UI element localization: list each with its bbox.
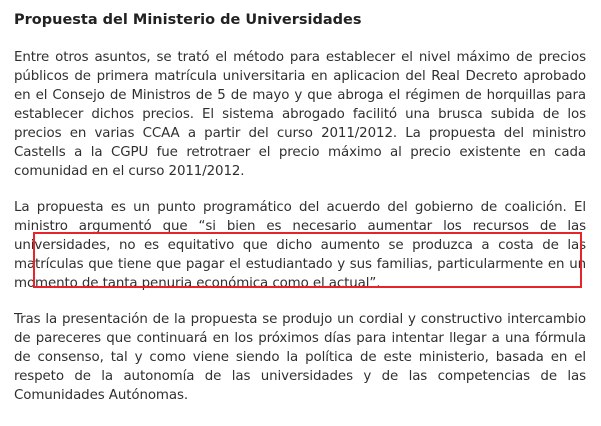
paragraph-1: Entre otros asuntos, se trató el método para establecer el nivel máximo de precios públicos de primera matrícula universitaria en aplicacion del Real Decreto aprobado en el Consejo de Ministros de 5 de mayo y que abroga el régimen de horquillas para establecer dichos precios. El sistema abrogado facilitó una brusca subida de los precios en varias CCAA a partir del curso 2011/2012. La propuesta del ministro Castells a la CGPU fue retrotraer el precio máximo al precio existente en cada comunidad en el curso 2011/2012. — [14, 50, 586, 179]
article — [14, 10, 586, 422]
paragraph-3: Tras la presentación de la propuesta se produjo un cordial y constructivo intercambio de pareceres que continuará en los próximos días para intentar llegar a una fórmula de consenso, tal y como viene siendo la política de este ministerio, basada en el respeto de la autonomía de las universidades y de las competencias de las Comunidades Autónomas. — [14, 312, 586, 403]
paragraph-2: La propuesta es un punto programático del acuerdo del gobierno de coalición. El ministro argumentó que “si bien es necesario aumentar los recursos de las universidades, no es equitativo que dicho aumento se produzca a costa de las matrículas que tiene que pagar el estudiantado y sus familias, particularmente en un momento de tanta penuria económica como el actual”. — [14, 200, 586, 291]
article-title: Propuesta del Ministerio de Universidades — [14, 12, 362, 28]
